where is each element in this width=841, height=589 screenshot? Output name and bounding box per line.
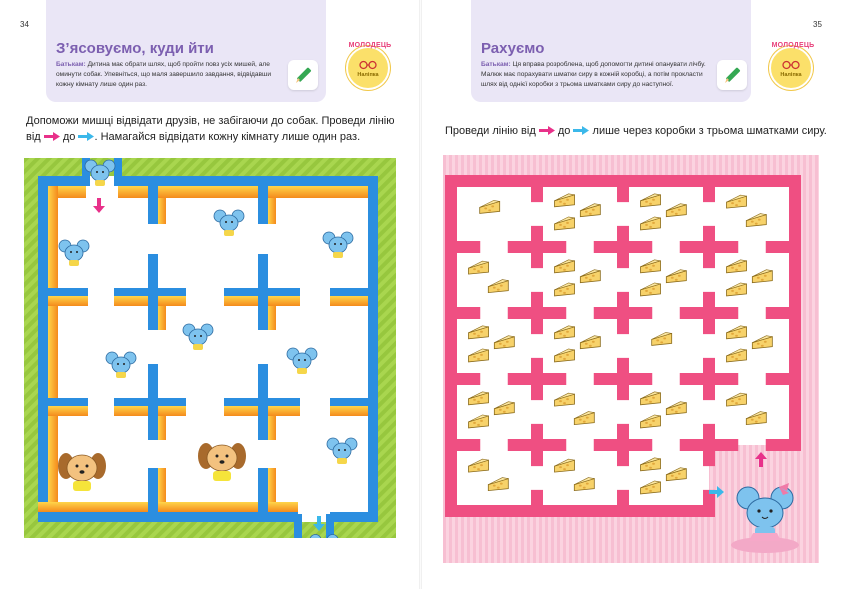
maze-wall	[623, 307, 652, 319]
page-title: Рахуємо	[481, 40, 545, 57]
note-label: Батькам:	[56, 61, 86, 68]
maze-wall	[445, 175, 457, 517]
maze-wall	[451, 373, 480, 385]
header-box	[471, 0, 751, 102]
badge-sublabel: Наліпка	[357, 72, 379, 78]
note-text: Дитина має обрати шлях, щоб пройти повз усіх мишей, але оминути собак. Упевніться, що маля завершило завдання, відвідавши кожну кімнату лише один раз.	[56, 61, 272, 88]
glasses-icon	[782, 60, 800, 70]
instruction-to: до	[62, 131, 76, 143]
maze-wall	[709, 373, 738, 385]
maze-wall	[709, 439, 738, 451]
maze-wall	[703, 181, 715, 202]
instruction	[26, 113, 416, 145]
maze-wall	[508, 373, 537, 385]
maze-wall	[537, 373, 566, 385]
parents-note	[481, 60, 711, 90]
badge-sublabel: Наліпка	[780, 72, 802, 78]
right-page	[421, 0, 841, 589]
instruction-rest: лише через коробки з трьома шматками сиру.	[592, 125, 827, 137]
instruction-from: від	[26, 131, 41, 143]
maze-wall	[623, 241, 652, 253]
maze-wall	[594, 241, 623, 253]
maze-wall	[508, 307, 537, 319]
instruction-rest: . Намагайся відвідати кожну кімнату лише один раз.	[94, 131, 361, 143]
maze-wall	[617, 181, 629, 202]
pencil-button[interactable]	[288, 60, 318, 90]
note-label: Батькам:	[481, 61, 511, 68]
maze-wall	[617, 490, 629, 511]
parents-note	[56, 60, 282, 90]
pink-arrow-icon	[539, 126, 555, 135]
instruction-to: до	[557, 125, 571, 137]
page-title: З’ясовуємо, куди йти	[56, 40, 214, 57]
maze-wall	[451, 439, 480, 451]
maze-wall	[680, 307, 709, 319]
maze-wall	[508, 439, 537, 451]
maze-wall	[594, 307, 623, 319]
mouse-maze[interactable]	[24, 158, 396, 538]
pink-arrow-icon	[44, 132, 60, 141]
maze-wall	[508, 241, 537, 253]
maze-wall	[680, 439, 709, 451]
maze-wall	[594, 439, 623, 451]
pencil-icon	[717, 60, 747, 90]
maze-wall	[680, 241, 709, 253]
maze-wall	[623, 439, 652, 451]
instruction	[445, 123, 835, 139]
maze-wall	[766, 307, 795, 319]
maze-wall	[451, 241, 480, 253]
maze-wall	[709, 241, 738, 253]
maze-wall	[451, 307, 480, 319]
maze-wall	[445, 505, 715, 517]
maze-wall	[537, 307, 566, 319]
maze-wall	[537, 241, 566, 253]
maze-wall	[623, 373, 652, 385]
blue-arrow-icon	[78, 132, 94, 141]
instruction-line1: Допоможи мишці відвідати друзів, не забігаючи до собак. Проведи лінію	[26, 115, 395, 127]
instruction-from: Проведи лінію від	[445, 125, 536, 137]
maze-wall	[766, 373, 795, 385]
page-number: 35	[813, 20, 822, 29]
left-page	[0, 0, 420, 589]
maze-wall	[766, 241, 795, 253]
maze-wall	[594, 373, 623, 385]
note-text: Ця вправа розроблена, щоб допомогти дитині опанувати лічбу. Малюк має порахувати шматки сиру в кожній коробці, а потім прокласти шлях від однієї коробки з трьома шматками сиру до наступної.	[481, 61, 706, 88]
maze-wall	[531, 181, 543, 202]
maze-wall	[531, 490, 543, 511]
sticker-badge	[346, 42, 392, 90]
badge-label: МОЛОДЕЦЬ	[771, 42, 815, 49]
pencil-button[interactable]	[717, 60, 747, 90]
maze-wall	[709, 307, 738, 319]
maze-wall	[537, 439, 566, 451]
sticker-badge	[769, 42, 815, 90]
glasses-icon	[359, 60, 377, 70]
badge-label: МОЛОДЕЦЬ	[348, 42, 392, 49]
pencil-icon	[288, 60, 318, 90]
maze-wall	[766, 439, 795, 451]
maze-wall	[680, 373, 709, 385]
header-box	[46, 0, 326, 102]
page-number: 34	[20, 20, 29, 29]
blue-arrow-icon	[573, 126, 589, 135]
cheese-maze[interactable]	[443, 155, 819, 563]
